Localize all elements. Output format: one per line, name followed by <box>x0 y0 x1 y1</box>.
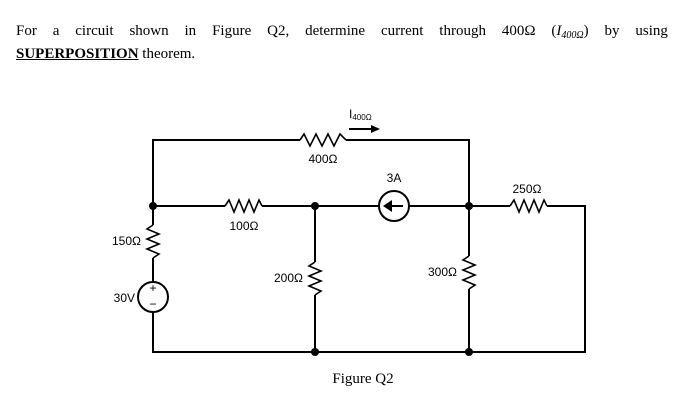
q-word: using <box>635 23 668 39</box>
resistor-200 <box>309 262 321 295</box>
resistor-300 <box>463 256 475 289</box>
q-word: current <box>380 23 424 39</box>
q-word: For <box>16 23 37 39</box>
wire-left-lower <box>153 312 315 352</box>
paren-open: ( <box>551 23 557 39</box>
label-r250: 250Ω <box>512 182 542 196</box>
resistor-100 <box>225 200 262 212</box>
q-word: Figure <box>212 23 252 39</box>
node-center-top <box>311 202 319 210</box>
q-word: a <box>52 23 60 39</box>
resistor-250 <box>510 200 547 212</box>
polarity-minus: − <box>149 297 157 311</box>
label-r100: 100Ω <box>229 219 259 233</box>
q-word: Q2, <box>267 23 290 39</box>
q-word: by <box>604 23 620 39</box>
q-word: shown <box>129 23 169 39</box>
label-r200: 200Ω <box>274 271 303 285</box>
q-word: through <box>439 23 486 39</box>
symbol-main: I <box>556 23 562 39</box>
node-left <box>149 202 157 210</box>
q-word: theorem. <box>138 46 196 62</box>
q-word: in <box>184 23 197 39</box>
resistor-400 <box>300 134 346 146</box>
wire-top-left <box>153 140 300 206</box>
current-arrow-head <box>371 125 380 133</box>
label-r300: 300Ω <box>428 265 457 279</box>
label-3a: 3A <box>386 171 402 185</box>
paren-close: ) <box>583 23 589 39</box>
q-word: 400Ω <box>501 23 536 39</box>
polarity-plus: + <box>149 281 157 295</box>
wire-right-outer <box>469 206 585 352</box>
q-word: circuit <box>75 23 114 39</box>
resistor-150 <box>147 225 159 258</box>
wire-top-right <box>346 140 469 206</box>
current-label: I400Ω <box>349 107 372 122</box>
figure-caption: Figure Q2 <box>332 371 394 387</box>
q-word: determine <box>305 23 366 39</box>
wire-center-lower <box>315 295 469 352</box>
symbol-sub: 400Ω <box>561 30 584 41</box>
node-center-bottom <box>311 348 319 356</box>
label-30v: 30V <box>113 291 135 305</box>
method-name: SUPERPOSITION <box>16 46 139 62</box>
label-r400: 400Ω <box>308 152 338 166</box>
label-r150: 150Ω <box>112 234 141 248</box>
node-right-bottom <box>465 348 473 356</box>
node-right-top <box>465 202 473 210</box>
